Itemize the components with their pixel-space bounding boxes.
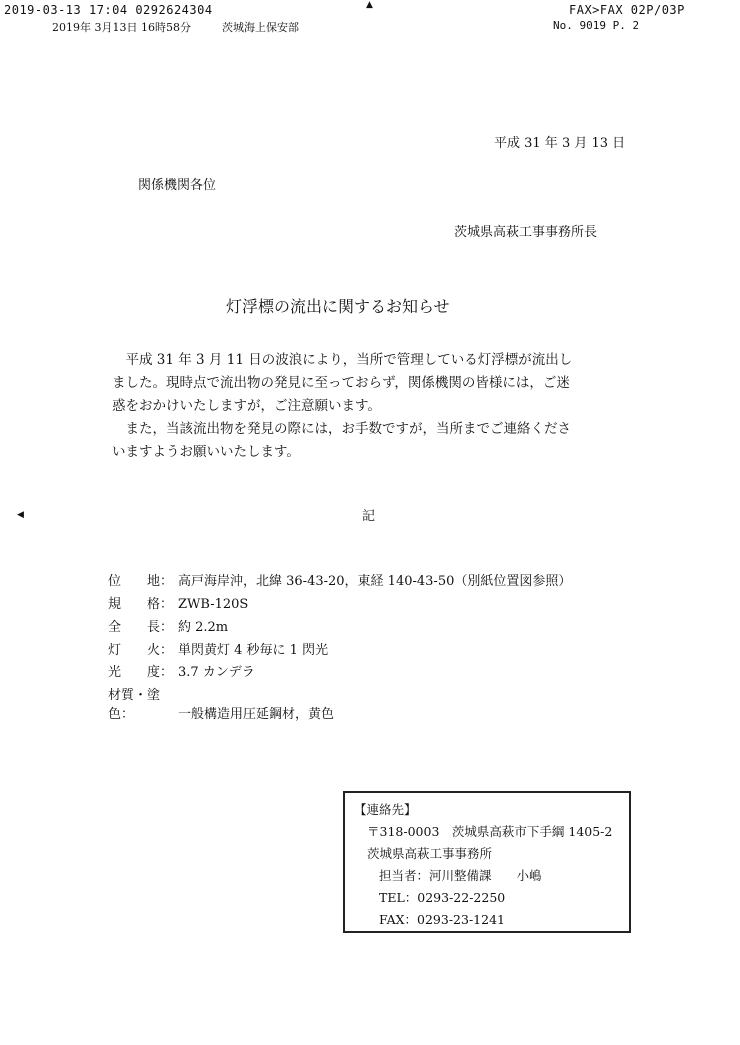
contact-box — [343, 791, 631, 933]
spec-label: 材質・塗色： — [108, 688, 161, 722]
fax-header-received: 2019年 3月13日 16時58分 — [52, 21, 191, 34]
spec-value: 単閃黄灯 4 秒毎に 1 閃光 — [178, 643, 329, 658]
body-paragraph-2: また，当該流出物を発見の際には，お手数ですが，当所までご連絡くださいますようお願いいたします。 — [112, 421, 571, 460]
fax-header-sender: 茨城海上保安部 — [222, 21, 299, 34]
ki-marker: 記 — [362, 509, 376, 524]
letter-date: 平成 31 年 3 月 13 日 — [494, 136, 626, 151]
spec-value: ZWB-120S — [178, 597, 249, 612]
body-paragraph-1: 平成 31 年 3 月 11 日の波浪により，当所で管理している灯浮標が流出しました。現時点で流出物の発見に至っておらず，関係機関の皆様には，ご迷惑をおかけいたしますが，ご注意願います。 — [112, 352, 573, 414]
spec-value: 約 2.2m — [178, 620, 229, 635]
spec-value: 高戸海岸沖，北緯 36-43-20，東経 140-43-50（別紙位置図参照） — [178, 574, 572, 589]
scan-marker-left-icon: ◀ — [17, 510, 24, 520]
spec-value: 3.7 カンデラ — [178, 665, 255, 680]
spec-value: 一般構造用圧延鋼材，黄色 — [178, 707, 335, 722]
contact-office: 茨城県高萩工事事務所 — [367, 846, 493, 861]
spec-luminosity — [108, 661, 255, 681]
letter-sender: 茨城県高萩工事事務所長 — [454, 225, 598, 240]
spec-label: 光 度： — [108, 665, 174, 680]
spec-label: 位 地： — [108, 574, 174, 589]
contact-tel: TEL：0293-22-2250 — [379, 890, 506, 905]
spec-label: 全 長： — [108, 620, 174, 635]
spec-standard — [108, 593, 248, 613]
contact-person: 担当者：河川整備課 小嶋 — [379, 868, 542, 883]
contact-fax: FAX：0293-23-1241 — [379, 912, 505, 927]
spec-label: 灯 火： — [108, 643, 174, 658]
spec-label: 規 格： — [108, 597, 174, 612]
letter-recipient: 関係機関各位 — [138, 178, 217, 193]
fax-header-page: No. 9019 P. 2 — [553, 19, 640, 32]
fax-header-timestamp: 2019-03-13 17:04 0292624304 — [4, 3, 213, 17]
spec-light — [108, 639, 328, 659]
contact-address: 〒318-0003 茨城県高萩市下手綱 1405-2 — [367, 824, 613, 839]
fax-header-route: FAX>FAX 02P/03P — [569, 3, 685, 17]
spec-location — [108, 570, 571, 590]
letter-title: 灯浮標の流出に関するお知らせ — [226, 297, 450, 316]
scan-marker-top-icon: ▲ — [366, 0, 373, 10]
spec-length — [108, 616, 228, 636]
contact-heading: 【連絡先】 — [354, 802, 417, 817]
spec-material — [108, 684, 335, 722]
